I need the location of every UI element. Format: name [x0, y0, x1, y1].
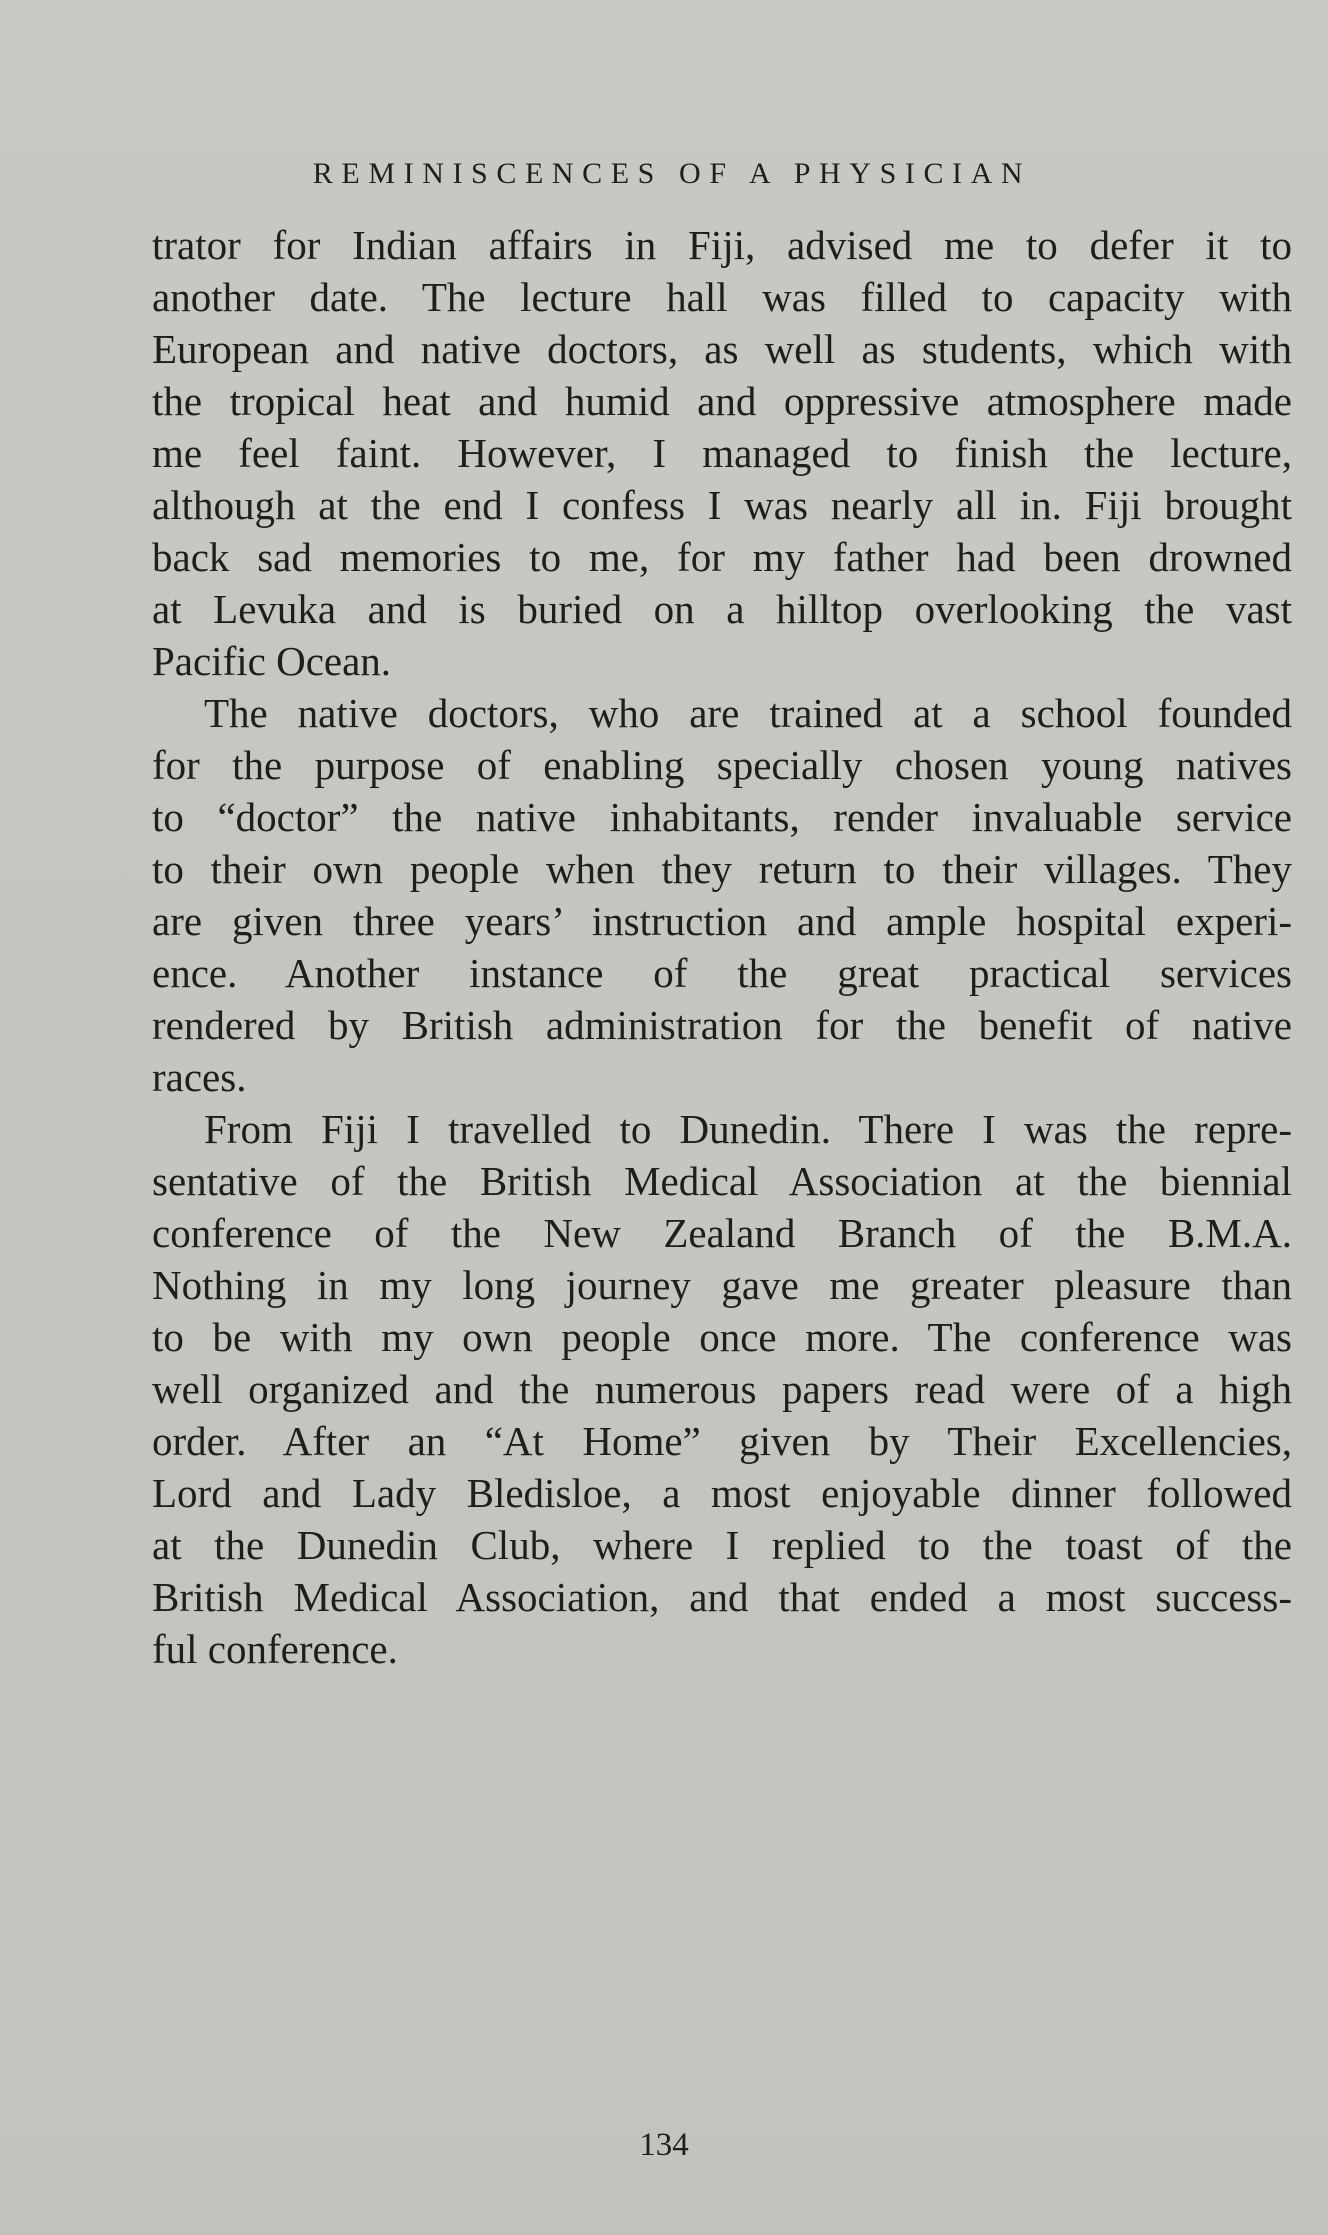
text-line: ence. Another instance of the great practical services [152, 950, 1292, 996]
text-line: although at the end I confess I was nearly all in. Fiji brought [152, 482, 1292, 528]
text-line: Lord and Lady Bledisloe, a most enjoyable dinner followed [152, 1470, 1292, 1516]
text-line: races. [152, 1054, 247, 1100]
text-line: are given three years’ instruction and ample hospital experi- [152, 898, 1292, 944]
page-number: 134 [639, 2127, 689, 2163]
text-line: another date. The lecture hall was filled to capacity with [152, 274, 1292, 320]
text-line: sentative of the British Medical Association at the biennial [152, 1158, 1292, 1204]
text-line: at the Dunedin Club, where I replied to the toast of the [152, 1522, 1292, 1568]
text-line: Nothing in my long journey gave me greater pleasure than [152, 1262, 1292, 1308]
text-line: at Levuka and is buried on a hilltop overlooking the vast [152, 586, 1292, 632]
text-line: British Medical Association, and that ended a most success- [152, 1574, 1292, 1620]
text-line: to their own people when they return to their villages. They [152, 846, 1292, 892]
text-line: European and native doctors, as well as students, which with [152, 326, 1292, 372]
text-line: me feel faint. However, I managed to finish the lecture, [152, 430, 1292, 476]
text-line: the tropical heat and humid and oppressive atmosphere made [152, 378, 1292, 424]
text-line: trator for Indian affairs in Fiji, advised me to defer it to [152, 222, 1292, 268]
body-text [152, 219, 1292, 1675]
text-line: to “doctor” the native inhabitants, render invaluable service [152, 794, 1292, 840]
text-line: back sad memories to me, for my father had been drowned [152, 534, 1292, 580]
running-head: REMINISCENCES OF A PHYSICIAN [312, 157, 1032, 190]
text-line: Pacific Ocean. [152, 638, 392, 684]
text-line: From Fiji I travelled to Dunedin. There I was the repre- [204, 1106, 1292, 1152]
text-line: order. After an “At Home” given by Their Excellencies, [152, 1418, 1292, 1464]
text-line: The native doctors, who are trained at a school founded [204, 690, 1292, 736]
text-line: rendered by British administration for the benefit of native [152, 1002, 1292, 1048]
text-line: ful conference. [152, 1626, 398, 1672]
text-line: conference of the New Zealand Branch of the B.M.A. [152, 1210, 1292, 1256]
text-line: for the purpose of enabling specially chosen young natives [152, 742, 1292, 788]
text-line: to be with my own people once more. The conference was [152, 1314, 1292, 1360]
text-line: well organized and the numerous papers read were of a high [152, 1366, 1292, 1412]
